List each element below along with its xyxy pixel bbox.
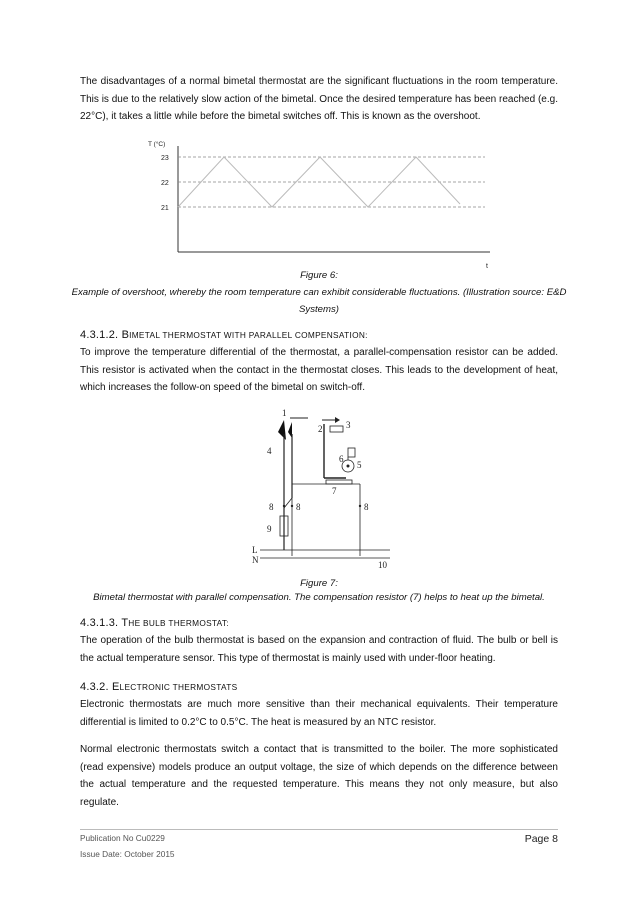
- figure6-caption-title: Figure 6:: [300, 270, 338, 281]
- label-2: 2: [318, 424, 323, 434]
- heading-432-number: 4.3.2.: [80, 681, 109, 693]
- y-axis-label: T (°C): [148, 141, 166, 148]
- heading-4313-number: 4.3.1.3.: [80, 617, 119, 629]
- label-4: 4: [267, 446, 272, 456]
- heading-4312-rest: IMETAL THERMOSTAT WITH PARALLEL COMPENSATION:: [129, 330, 368, 340]
- heading-4313-first: T: [121, 617, 129, 629]
- footer-publication: Publication No Cu0229: [80, 833, 165, 843]
- label-6: 6: [339, 454, 344, 464]
- level-21: 21: [161, 205, 169, 212]
- label-10: 10: [378, 560, 387, 570]
- label-3: 3: [346, 420, 351, 430]
- level-23: 23: [161, 155, 169, 162]
- section-432-text1: Electronic thermostats are much more sensitive than their mechanical equivalents. Their temperature differential is limited to 0.2°C to 0.5°C. The heat is measured by an NTC resistor.: [80, 699, 558, 728]
- label-8b: 8: [296, 502, 301, 512]
- intro-paragraph: The disadvantages of a normal bimetal thermostat are the significant fluctuations in the room temperature. This is due to the relatively slow action of the bimetal. Once the desired temperature has been reached (e.g. 22°C), it takes a little while before the bimetal switches off. This is known as the overshoot.: [80, 76, 558, 123]
- overshoot-figure: [140, 134, 500, 274]
- section-432-text2: Normal electronic thermostats switch a contact that is transmitted to the boiler. The more sophisticated (read expensive) models produce an output voltage, the size of which depends on the difference between the actual temperature and the requested temperature. This means they not only measure, but also regulate.: [80, 744, 558, 808]
- page-number: Page 8: [524, 833, 558, 845]
- figure6-caption-text: Example of overshoot, whereby the room temperature can exhibit considerable fluctuations. (Illustration source: E&D Systems): [71, 287, 567, 315]
- figure7-caption-text: Bimetal thermostat with parallel compensation. The compensation resistor (7) helps to heat up the bimetal.: [93, 592, 545, 603]
- heading-4312-first: B: [121, 329, 130, 341]
- label-9: 9: [267, 524, 272, 534]
- heading-4313: [80, 617, 558, 629]
- label-N: N: [252, 555, 259, 565]
- section-4313-text: The operation of the bulb thermostat is based on the expansion and contraction of fluid. The bulb or bell is the actual temperature sensor. This type of thermostat is mainly used with under-floor heating.: [80, 635, 558, 664]
- level-22: 22: [161, 180, 169, 187]
- figure7-caption-title: Figure 7:: [300, 578, 338, 589]
- x-axis-label: t: [486, 263, 488, 270]
- heading-432: [80, 681, 558, 693]
- heading-4312-number: 4.3.1.2.: [80, 329, 119, 341]
- label-5: 5: [357, 460, 362, 470]
- footer-divider: [80, 829, 558, 830]
- label-L: L: [252, 545, 258, 555]
- label-8a: 8: [269, 502, 274, 512]
- footer-issue-date: Issue Date: October 2015: [80, 849, 175, 859]
- label-8c: 8: [364, 502, 369, 512]
- heading-432-first: E: [112, 681, 120, 693]
- section-4312-text: To improve the temperature differential of the thermostat, a parallel-compensation resistor can be added. This resistor is activated when the contact in the thermostat closes. This leads to the development of heat, which increases the follow-on speed of the bimetal on switch-off.: [80, 347, 558, 394]
- heading-4313-rest: HE BULB THERMOSTAT:: [128, 618, 229, 628]
- label-1: 1: [282, 408, 287, 418]
- label-7: 7: [332, 486, 337, 496]
- heading-4312: [80, 329, 558, 341]
- heading-432-rest: LECTRONIC THERMOSTATS: [119, 682, 238, 692]
- bimetal-schematic-figure: [240, 404, 400, 572]
